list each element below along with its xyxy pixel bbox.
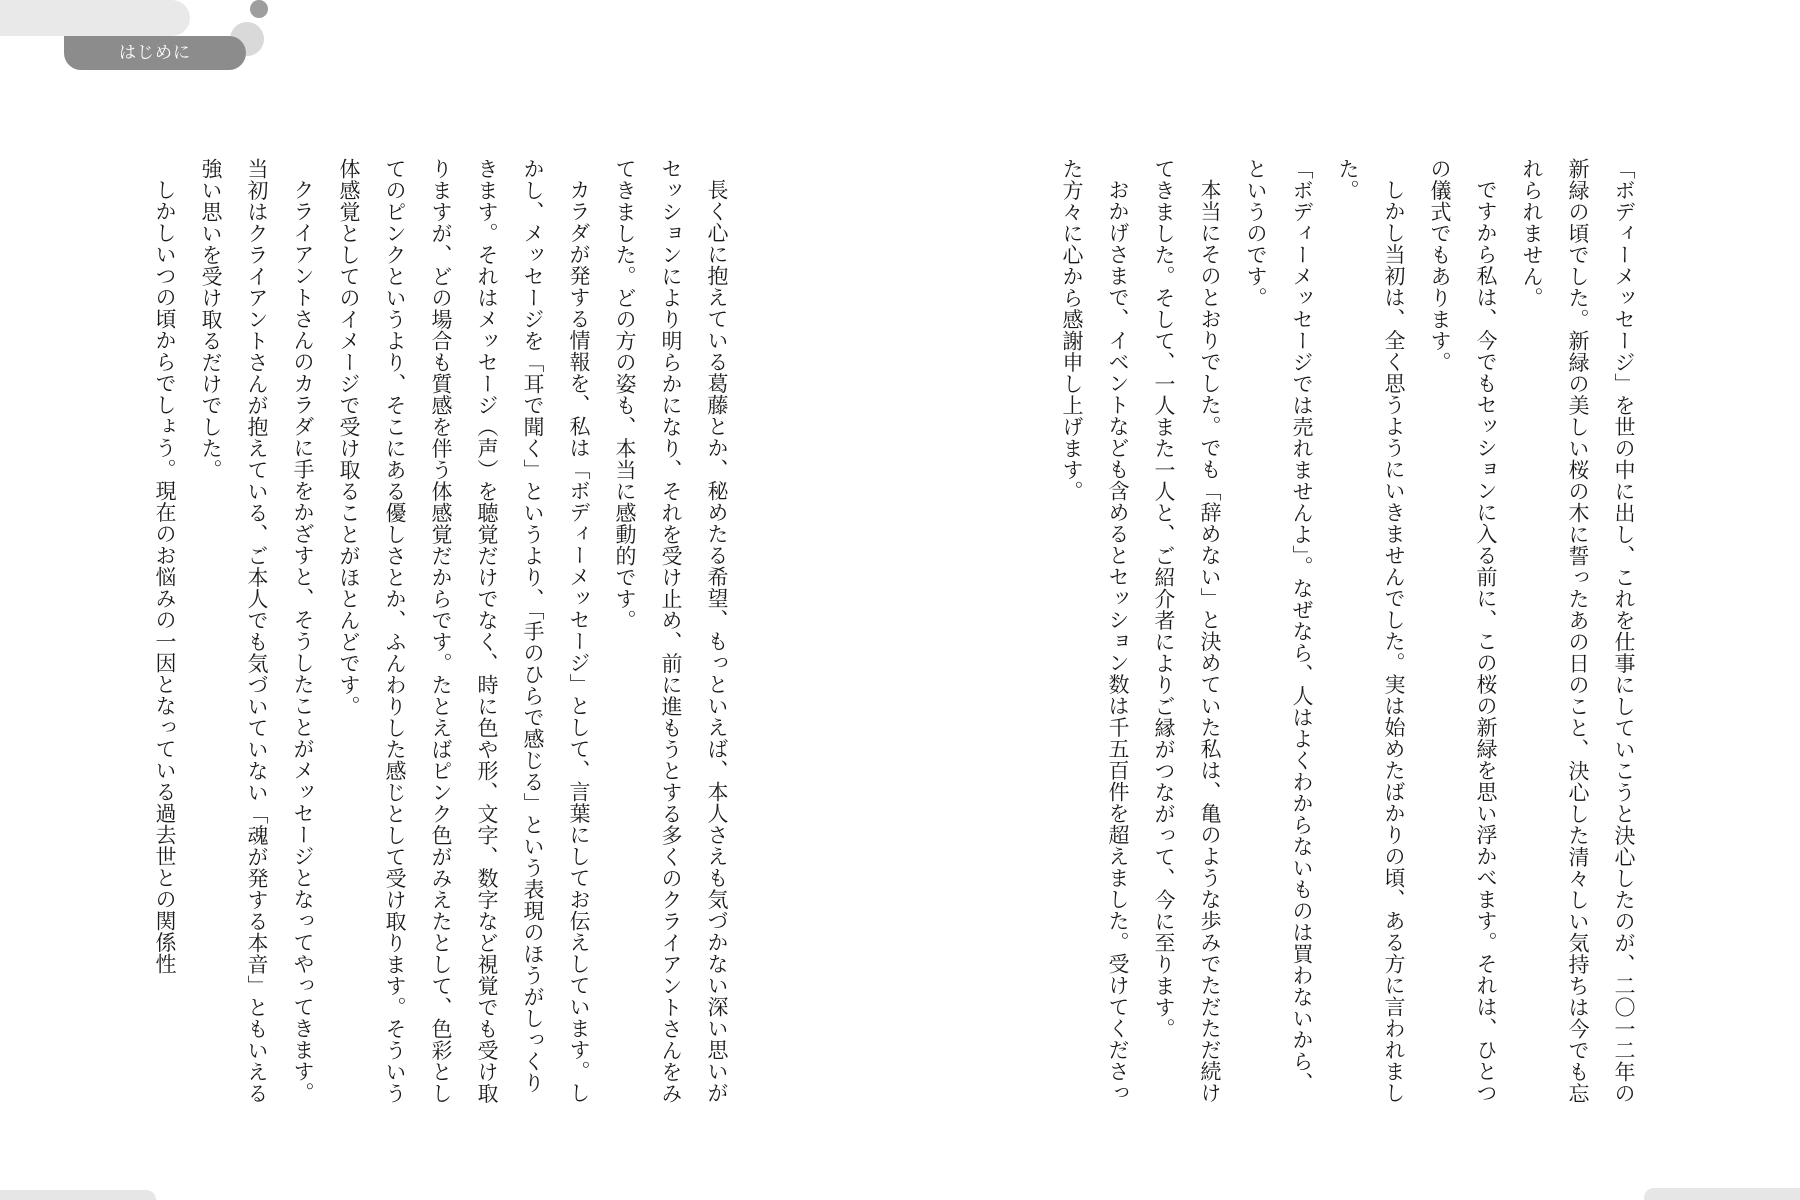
footer-decoration-right	[1644, 1188, 1800, 1200]
right-paragraph-5: 本当にそのとおりでした。でも「辞めない」と決めていた私は、亀のような歩みでただただ続けてきました。そして、一人また一人と、ご紹介者によりご縁がつながって、今に至ります。	[1152, 158, 1222, 1104]
left-paragraph-1: 長く心に抱えている葛藤とか、秘めたる希望、もっといえば、本人さえも気づかない深い思いがセッションにより明らかになり、それを受け止め、前に進もうとする多くのクライアントさんをみてきました。どの方の姿も、本当に感動的です。	[613, 158, 729, 1104]
footer-decoration-left	[0, 1190, 156, 1200]
header-decoration-circle-small	[250, 0, 268, 18]
left-paragraph-4: しかしいつの頃からでしょう。現在のお悩みの一因となっている過去世との関係性	[153, 179, 177, 975]
left-page-text	[140, 158, 740, 1110]
right-page-text	[987, 158, 1647, 1110]
right-paragraph-1: 「ボディーメッセージ」を世の中に出し、これを仕事にしていこうと決心したのが、二〇一二年の新緑の頃でした。新緑の美しい桜の木に誓ったあの日のこと、決心した清々しい気持ちは今でも忘れられません。	[1520, 158, 1636, 1104]
right-paragraph-4: 「ボディーメッセージでは売れませんよ」。なぜなら、人はよくわからないものは買わないから、というのです。	[1244, 158, 1314, 1094]
right-paragraph-3: しかし当初は、全く思うようにいきませんでした。実は始めたばかりの頃、ある方に言われました。	[1336, 158, 1406, 1104]
chapter-tab: はじめに	[64, 36, 246, 70]
left-paragraph-2: カラダが発する情報を、私は「ボディーメッセージ」として、言葉にしてお伝えしています。しかし、メッセージを「耳で聞く」というより、「手のひらで感じる」という表現のほうがしっくりきます。それはメッセージ（声）を聴覚だけでなく、時に色や形、文字、数字など視覚でも受け取りますが、どの場合も質感を伴う体感覚だからです。たとえばピンク色がみえたとして、色彩としてのピンクというより、そこにある優しさとか、ふんわりした感じとして受け取ります。そういう体感覚としてのイメージで受け取ることがほとんどです。	[337, 158, 591, 1104]
header-decoration-bar	[0, 0, 190, 36]
right-paragraph-6: おかげさまで、イベントなども含めるとセッション数は千五百件を超えました。受けてくださった方々に心から感謝申し上げます。	[1060, 158, 1130, 1104]
right-paragraph-2: ですから私は、今でもセッションに入る前に、この桜の新緑を思い浮かべます。それは、ひとつの儀式でもあります。	[1428, 158, 1498, 1104]
left-paragraph-3: クライアントさんのカラダに手をかざすと、そうしたことがメッセージとなってやってきます。当初はクライアントさんが抱えている、ご本人でも気づいていない「魂が発する本音」ともいえる強い思いを受け取るだけでした。	[199, 158, 315, 1104]
